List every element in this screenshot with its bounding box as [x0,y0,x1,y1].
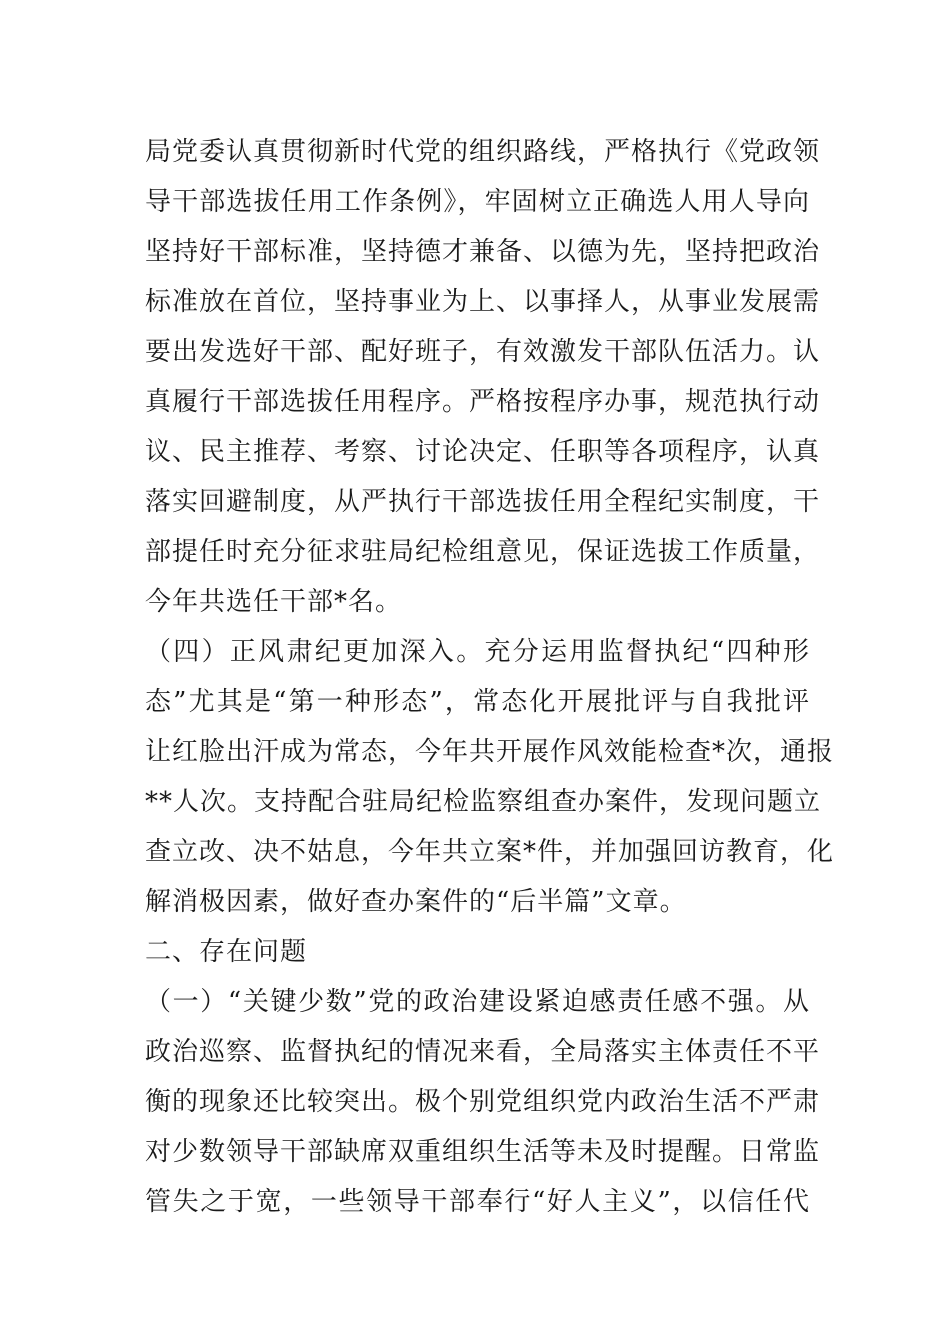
text-line-4: 标准放在首位，坚持事业为上、以事择人，从事业发展需 [145,287,821,317]
text-line-8: 落实回避制度，从严执行干部选拔任用全程纪实制度，干 [145,487,821,517]
text-line-21: 对少数领导干部缺席双重组织生活等未及时提醒。日常监 [145,1137,821,1167]
text-line-7: 议、民主推荐、考察、讨论决定、任职等各项程序，认真 [145,437,821,467]
text-line-3: 坚持好干部标准，坚持德才兼备、以德为先，坚持把政治 [145,237,821,267]
section-4-heading-line: （四）正风肃纪更加深入。充分运用监督执纪“四种形 [145,637,810,667]
text-line-6: 真履行干部选拔任用程序。严格按程序办事，规范执行动 [145,387,821,417]
text-line-2: 导干部选拔任用工作条例》，牢固树立正确选人用人导向 [145,187,810,217]
text-line-20: 衡的现象还比较突出。极个别党组织党内政治生活不严肃 [145,1087,821,1117]
text-line-12: 态”尤其是“第一种形态”，常态化开展批评与自我批评 [145,687,810,717]
text-line-19: 政治巡察、监督执纪的情况来看，全局落实主体责任不平 [145,1037,821,1067]
text-line-13: 让红脸出汗成为常态，今年共开展作风效能检查*次，通报 [145,737,835,767]
section-heading-problems: 二、存在问题 [145,937,308,967]
text-line-16: 解消极因素，做好查办案件的“后半篇”文章。 [145,887,687,917]
text-line-22: 管失之于宽，一些领导干部奉行“好人主义”，以信任代 [145,1187,810,1217]
text-line-5: 要出发选好干部、配好班子，有效激发干部队伍活力。认 [145,337,821,367]
text-line-10: 今年共选任干部*名。 [145,587,403,617]
text-line-14: **人次。支持配合驻局纪检监察组查办案件，发现问题立 [145,787,822,817]
subsection-1-heading-line: （一）“关键少数”党的政治建设紧迫感责任感不强。从 [145,987,810,1017]
text-line-9: 部提任时充分征求驻局纪检组意见，保证选拔工作质量， [145,537,821,567]
text-line-15: 查立改、决不姑息，今年共立案*件，并加强回访教育，化 [145,837,835,867]
text-line-1: 局党委认真贯彻新时代党的组织路线，严格执行《党政领 [145,137,821,167]
